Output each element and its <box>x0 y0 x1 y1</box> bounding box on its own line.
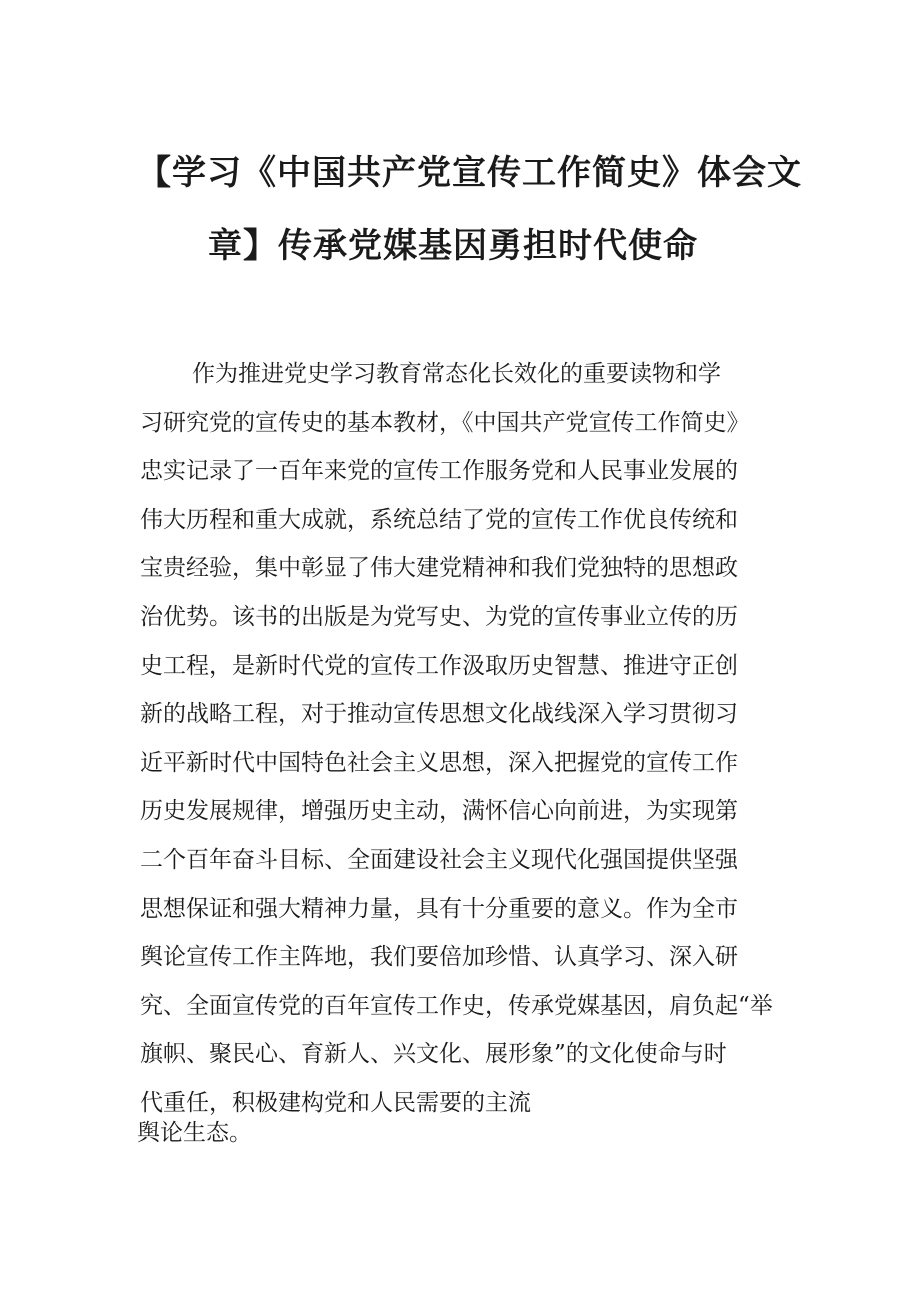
body-line: 史工程，是新时代党的宣传工作汲取历史智慧、推进守正创 <box>140 652 738 679</box>
body-line: 治优势。该书的出版是为党写史、为党的宣传事业立传的历 <box>140 603 738 630</box>
body-line: 作为推进党史学习教育常态化长效化的重要读物和学 <box>192 361 721 387</box>
body-line: 伟大历程和重大成就，系统总结了党的宣传工作优良传统和 <box>140 506 738 533</box>
document-title-line-1: 【学习《中国共产党宣传工作简史》体会文 <box>137 153 802 193</box>
body-tail-line: 舆论生态。 <box>137 1120 252 1146</box>
body-line: 究、全面宣传党的百年宣传工作史，传承党媒基因，肩负起“举 <box>140 992 773 1019</box>
body-line: 二个百年奋斗目标、全面建设社会主义现代化强国提供坚强 <box>140 846 738 873</box>
body-line: 新的战略工程，对于推动宣传思想文化战线深入学习贯彻习 <box>140 701 738 728</box>
body-line: 宝贵经验，集中彰显了伟大建党精神和我们党独特的思想政 <box>140 555 738 582</box>
body-line: 历史发展规律，增强历史主动，满怀信心向前进，为实现第 <box>140 798 738 825</box>
body-line: 习研究党的宣传史的基本教材，《中国共产党宣传工作简史》 <box>140 409 750 436</box>
body-line: 思想保证和强大精神力量，具有十分重要的意义。作为全市 <box>140 895 738 922</box>
body-line: 近平新时代中国特色社会主义思想，深入把握党的宣传工作 <box>140 749 738 776</box>
body-line: 代重任，积极建构党和人民需要的主流 <box>140 1089 531 1116</box>
document-title-line-2: 章】传承党媒基因勇担时代使命 <box>208 226 698 266</box>
body-line: 旗帜、聚民心、育新人、兴文化、展形象”的文化使命与时 <box>140 1041 727 1068</box>
body-paragraph <box>140 350 800 1128</box>
body-line: 舆论宣传工作主阵地，我们要倍加珍惜、认真学习、深入研 <box>140 944 738 971</box>
body-line: 忠实记录了一百年来党的宣传工作服务党和人民事业发展的 <box>140 458 738 485</box>
